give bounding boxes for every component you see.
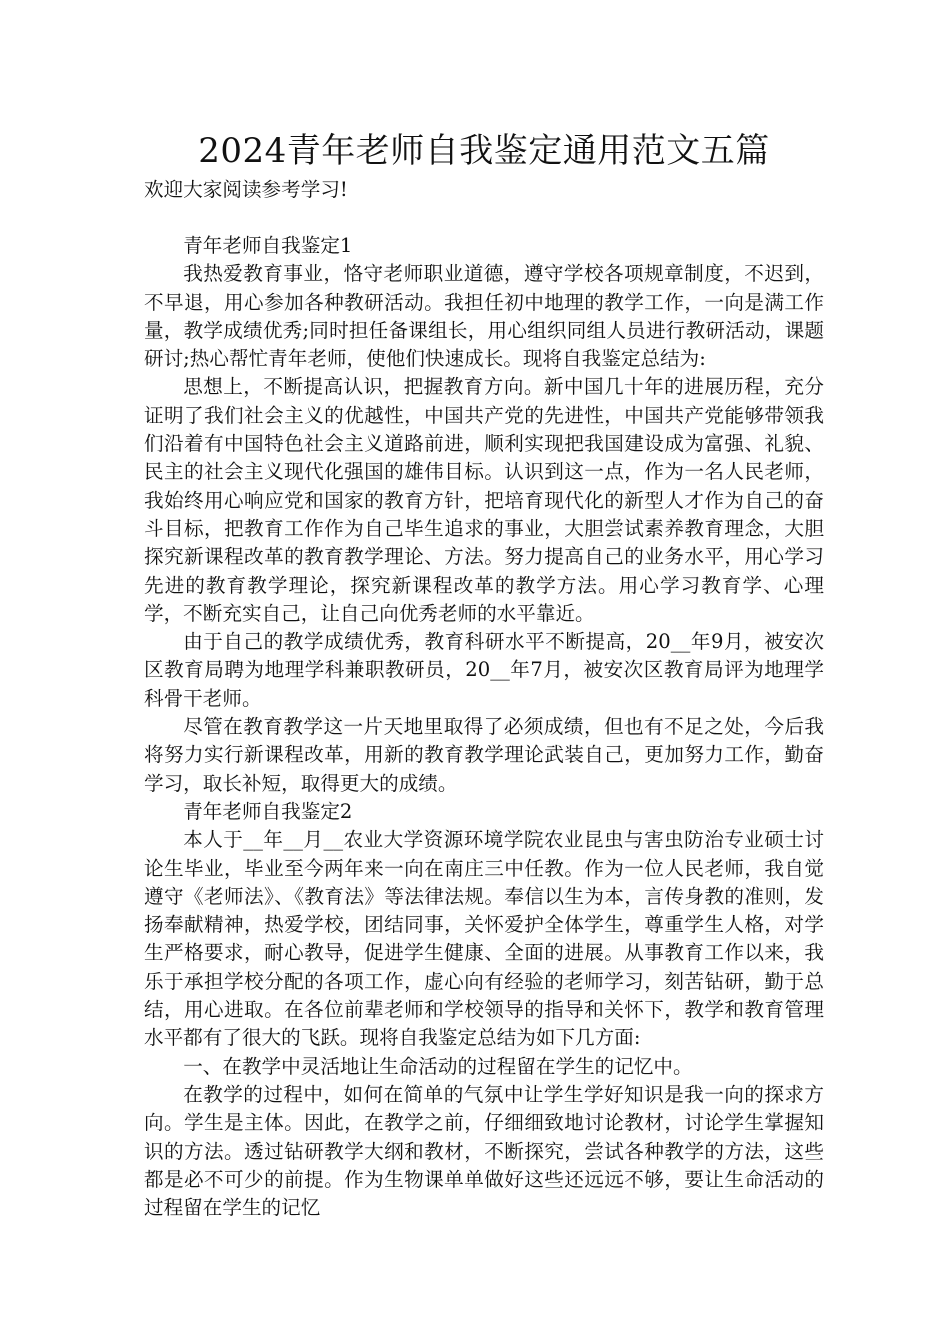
document-title: 2024青年老师自我鉴定通用范文五篇 <box>198 131 770 171</box>
document-intro: 欢迎大家阅读参考学习! <box>144 178 348 201</box>
subheading: 一、在教学中灵活地让生命活动的过程留在学生的记忆中。 <box>183 1054 693 1078</box>
paragraph: 思想上，不断提高认识，把握教育方向。新中国几十年的进展历程，充分证明了我们社会主义的优越性，中国共产党的先进性，中国共产党能够带领我们沿着有中国特色社会主义道路前进，顺利实现把我国建设成为富强、礼貌、民主的社会主义现代化强国的雄伟目标。认识到这一点，作为一名人民老师，我始终用心响应党和国家的教育方针，把培育现代化的新型人才作为自己的奋斗目标，把教育工作作为自己毕生追求的事业，大胆尝试素养教育理念，大胆探究新课程改革的教育教学理论、方法。努力提高自己的业务水平，用心学习先进的教育教学理论，探究新课程改革的教学方法。用心学习教育学、心理学，不断充实自己，让自己向优秀老师的水平靠近。 <box>144 375 824 625</box>
document-page <box>144 128 824 1222</box>
paragraph: 在教学的过程中，如何在简单的气氛中让学生学好知识是我一向的探求方向。学生是主体。因此，在教学之前，仔细细致地讨论教材，讨论学生掌握知识的方法。透过钻研教学大纲和教材，不断探究，尝试各种教学的方法，这些都是必不可少的前提。作为生物课单单做好这些还远远不够，要让生命活动的过程留在学生的记忆 <box>144 1082 824 1220</box>
paragraph: 由于自己的教学成绩优秀，教育科研水平不断提高，20__年9月，被安次区教育局聘为地理学科兼职教研员，20__年7月，被安次区教育局评为地理学科骨干老师。 <box>144 630 824 710</box>
section-heading-1: 青年老师自我鉴定1 <box>183 234 353 257</box>
paragraph: 尽管在教育教学这一片天地里取得了必须成绩，但也有不足之处，今后我将努力实行新课程改革，用新的教育教学理论武装自己，更加努力工作，勤奋学习，取长补短，取得更大的成绩。 <box>144 715 824 795</box>
paragraph: 本人于__年__月__农业大学资源环境学院农业昆虫与害虫防治专业硕士讨论生毕业，毕业至今两年来一向在南庄三中任教。作为一位人民老师，我自觉遵守《老师法》、《教育法》等法律法规。奉信以生为本，言传身教的准则，发扬奉献精神，热爱学校，团结同事，关怀爱护全体学生，尊重学生人格，对学生严格要求，耐心教导，促进学生健康、全面的进展。从事教育工作以来，我乐于承担学校分配的各项工作，虚心向有经验的老师学习，刻苦钻研，勤于总结，用心进取。在各位前辈老师和学校领导的指导和关怀下，教学和教育管理水平都有了很大的飞跃。现将自我鉴定总结为如下几方面: <box>144 828 824 1050</box>
section-heading-2: 青年老师自我鉴定2 <box>183 799 353 823</box>
blank-line <box>144 204 824 232</box>
paragraph: 我热爱教育事业，恪守老师职业道德，遵守学校各项规章制度，不迟到，不早退，用心参加各种教研活动。我担任初中地理的教学工作，一向是满工作量，教学成绩优秀;同时担任备课组长，用心组织同组人员进行教研活动，课题研讨;热心帮忙青年老师，使他们快速成长。现将自我鉴定总结为: <box>144 262 824 371</box>
